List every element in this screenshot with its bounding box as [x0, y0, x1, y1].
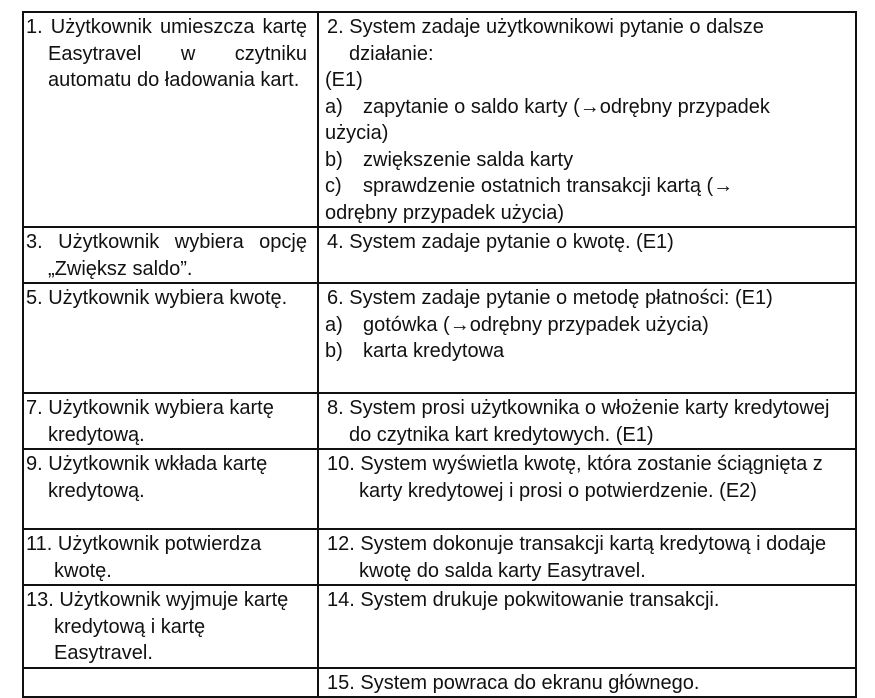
use-case-table: [22, 11, 857, 698]
system-step-cell: [318, 12, 856, 227]
system-step-text: 14. System drukuje pokwitowanie transakcji.: [327, 589, 720, 611]
system-step-text: 8. System prosi użytkownika o włożenie karty kredytowej do czytnika kart kredytowych. (E1): [327, 397, 830, 446]
system-step-text: 10. System wyświetla kwotę, która zostanie ściągnięta z karty kredytowej i prosi o potwierdzenie. (E2): [327, 453, 823, 502]
system-step-cell: [318, 393, 856, 449]
system-step-cell: [318, 283, 856, 393]
table-row: [23, 393, 856, 449]
option-text-continued: użycia): [325, 122, 389, 144]
list-item: [325, 173, 849, 200]
table-row: [23, 227, 856, 283]
exception-ref: (E1): [325, 69, 363, 91]
option-text: karta kredytowa: [363, 340, 505, 362]
option-text: zapytanie o saldo karty (→odrębny przypadek: [363, 95, 770, 118]
table-row: [23, 12, 856, 227]
system-step-cell: [318, 585, 856, 668]
table-row: [23, 668, 856, 698]
user-step-cell: 11. Użytkownik potwierdza kwotę.: [23, 529, 318, 585]
use-case-document: [22, 11, 855, 694]
system-step-text: 15. System powraca do ekranu głównego.: [327, 671, 700, 694]
user-step-cell: 5. Użytkownik wybiera kwotę.: [23, 283, 318, 393]
table-row: [23, 529, 856, 585]
list-item: [325, 338, 849, 365]
user-step-cell: 9. Użytkownik wkłada kartę kredytową.: [23, 449, 318, 529]
system-step-text: 2. System zadaje użytkownikowi pytanie o dalsze działanie:: [327, 16, 764, 65]
user-step-cell: 13. Użytkownik wyjmuje kartę kredytową i kartę Easytravel.: [23, 585, 318, 668]
table-row: [23, 283, 856, 393]
system-step-text: 4. System zadaje pytanie o kwotę. (E1): [327, 231, 674, 253]
option-text: gotówka (→odrębny przypadek użycia): [363, 313, 709, 336]
option-text-continued: odrębny przypadek użycia): [325, 201, 565, 224]
system-step-cell: [318, 227, 856, 283]
option-letter: b): [325, 148, 343, 171]
system-step-cell: [318, 668, 856, 698]
list-item: [325, 312, 849, 339]
system-step-text: 6. System zadaje pytanie o metodę płatności: (E1): [327, 287, 773, 309]
user-step-cell: 7. Użytkownik wybiera kartę kredytową.: [23, 393, 318, 449]
list-item: [325, 147, 849, 174]
option-letter: a): [325, 95, 343, 118]
option-letter: a): [325, 313, 343, 336]
user-step-cell: 1. Użytkownik umieszcza kartę Easytravel w czytniku automatu do ładowania kart.: [23, 12, 318, 227]
table-row: [23, 585, 856, 668]
system-step-cell: [318, 449, 856, 529]
list-item: [325, 94, 849, 121]
option-text: sprawdzenie ostatnich transakcji kartą (→: [363, 175, 734, 197]
user-step-cell: [23, 668, 318, 698]
system-step-text: 12. System dokonuje transakcji kartą kredytową i dodaje kwotę do salda karty Easytravel.: [327, 533, 827, 582]
user-step-cell: 3. Użytkownik wybiera opcję „Zwiększ saldo”.: [23, 227, 318, 283]
system-step-cell: [318, 529, 856, 585]
option-letter: b): [325, 340, 343, 362]
table-row: [23, 449, 856, 529]
option-text: zwiększenie salda karty: [363, 148, 574, 171]
option-letter: c): [325, 175, 342, 197]
